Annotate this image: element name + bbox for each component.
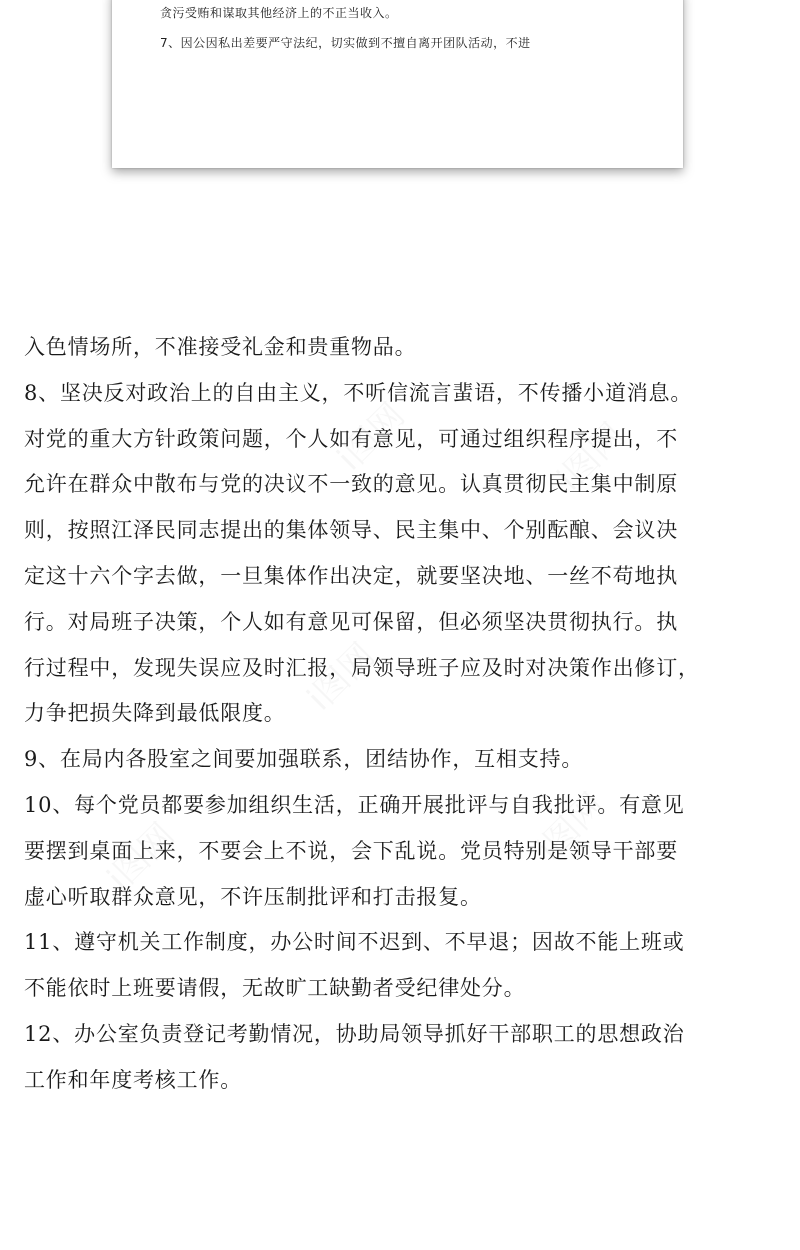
body-line: 不能依时上班要请假，无故旷工缺勤者受纪律处分。 xyxy=(24,976,526,1001)
body-line: 10、每个党员都要参加组织生活，正确开展批评与自我批评。有意见 xyxy=(24,792,685,817)
preview-text-line: 贪污受贿和谋取其他经济上的不正当收入。 xyxy=(160,6,398,20)
body-line: 9、在局内各股室之间要加强联系，团结协作，互相支持。 xyxy=(24,747,584,772)
document-preview-card xyxy=(112,0,683,168)
body-line: 虚心听取群众意见，不许压制批评和打击报复。 xyxy=(24,884,482,909)
body-line: 入色情场所，不准接受礼金和贵重物品。 xyxy=(24,335,417,359)
body-line: 行过程中，发现失误应及时汇报，局领导班子应及时对决策作出修订， xyxy=(24,655,700,680)
body-line: 11、遵守机关工作制度，办公时间不迟到、不早退；因故不能上班或 xyxy=(24,930,685,955)
body-line: 则，按照江泽民同志提出的集体领导、民主集中、个别酝酿、会议决 xyxy=(24,518,678,543)
body-line: 要摆到桌面上来，不要会上不说，会下乱说。党员特别是领导干部要 xyxy=(24,838,678,863)
body-line: 12、办公室负责登记考勤情况，协助局领导抓好干部职工的思想政治 xyxy=(24,1021,685,1046)
body-line: 行。对局班子决策，个人如有意见可保留，但必须坚决贯彻执行。执 xyxy=(24,609,678,634)
body-line: 对党的重大方针政策问题，个人如有意见，可通过组织程序提出，不 xyxy=(24,426,678,451)
body-line: 工作和年度考核工作。 xyxy=(24,1067,242,1092)
preview-text-line: 7、因公因私出差要严守法纪，切实做到不擅自离开团队活动，不进 xyxy=(160,36,531,50)
document-body xyxy=(24,325,784,1104)
body-line: 定这十六个字去做，一旦集体作出决定，就要坚决地、一丝不苟地执 xyxy=(24,563,678,588)
body-line: 力争把损失降到最低限度。 xyxy=(24,701,286,726)
body-line: 允许在群众中散布与党的决议不一致的意见。认真贯彻民主集中制原 xyxy=(24,472,678,497)
body-line: 8、坚决反对政治上的自由主义，不听信流言蜚语，不传播小道消息。 xyxy=(24,380,693,405)
